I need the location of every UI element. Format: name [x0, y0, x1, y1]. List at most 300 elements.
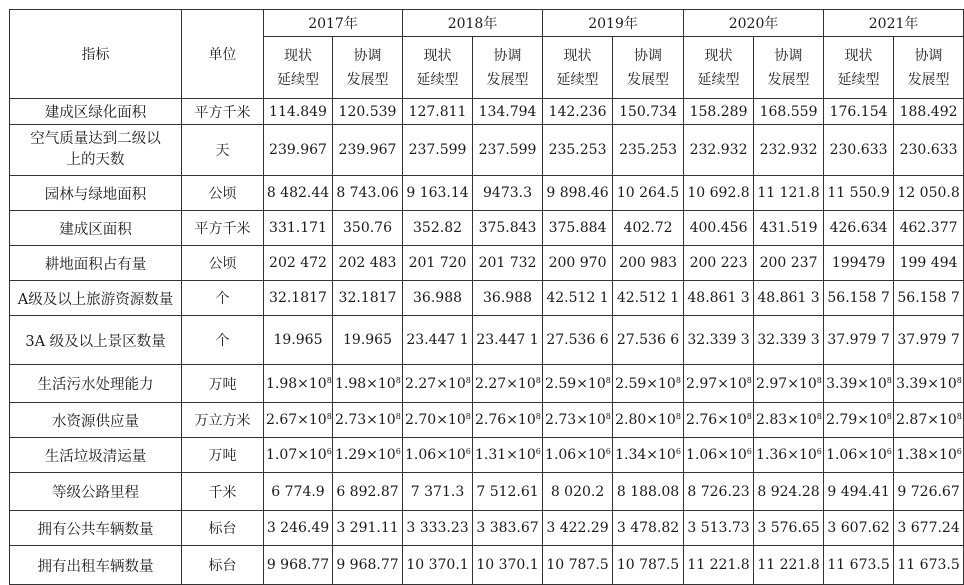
value-cell — [824, 125, 894, 176]
value-text: 2.59×10 — [545, 375, 606, 392]
value-text: 375.884 — [548, 220, 607, 236]
value-text: 1.34×10 — [615, 447, 676, 463]
indicator-name-cell: 建成区面积 — [10, 211, 182, 246]
value-cell — [403, 125, 473, 176]
value-text: 1.07×10 — [266, 447, 327, 463]
value-text: 200 237 — [759, 255, 818, 271]
value-text: 331.171 — [269, 220, 327, 236]
value-cell — [824, 438, 894, 473]
value-text: 2.97×10 — [686, 375, 747, 392]
value-text: 23.447 1 — [406, 332, 469, 348]
value-cell — [754, 473, 824, 511]
value-cell — [543, 99, 613, 125]
value-cell — [684, 316, 754, 365]
value-cell — [403, 511, 473, 546]
value-cell — [684, 511, 754, 546]
value-cell — [543, 438, 613, 473]
value-text: 2.67×10 — [266, 412, 327, 428]
value-exponent: 6 — [605, 447, 611, 456]
value-cell — [403, 211, 473, 246]
value-cell — [264, 125, 333, 176]
value-text: 188.492 — [899, 103, 958, 120]
header-scenario-line: 延续型 — [416, 71, 459, 88]
header-scenario-coordinated — [894, 37, 964, 99]
table-row — [10, 365, 964, 403]
header-scenario-line: 发展型 — [627, 71, 670, 88]
value-text: 235.253 — [619, 142, 677, 158]
indicator-name-cell: 生活垃圾清运量 — [10, 438, 182, 473]
value-text: 36.988 — [483, 290, 533, 306]
value-cell — [754, 438, 824, 473]
value-cell — [403, 176, 473, 211]
value-cell — [684, 176, 754, 211]
header-scenario-status-quo — [543, 37, 613, 99]
table-row — [10, 281, 964, 316]
header-scenario-line: 协调 — [914, 47, 943, 64]
value-text: 120.539 — [338, 103, 397, 120]
value-cell — [754, 176, 824, 211]
value-text: 150.734 — [619, 103, 677, 120]
value-cell — [824, 365, 894, 403]
value-text: 10 370.1 — [476, 557, 539, 573]
value-text: 56.158 7 — [827, 290, 890, 306]
value-text: 1.29×10 — [335, 447, 396, 463]
value-text: 19.965 — [273, 332, 323, 348]
value-text: 200 983 — [619, 255, 677, 271]
value-cell — [473, 511, 543, 546]
value-exponent: 8 — [605, 375, 611, 385]
value-exponent: 8 — [816, 412, 822, 421]
indicator-name-cell: 耕地面积占有量 — [10, 246, 182, 281]
value-cell — [473, 246, 543, 281]
header-scenario-line: 延续型 — [277, 71, 319, 88]
value-cell — [754, 125, 824, 176]
value-text: 158.289 — [689, 103, 748, 120]
header-year: 2019年 — [543, 10, 684, 37]
table-row — [10, 125, 964, 176]
header-scenario-line: 延续型 — [837, 71, 880, 88]
value-text: 1.06×10 — [545, 447, 606, 463]
value-text: 230.633 — [899, 142, 958, 158]
value-cell — [894, 365, 964, 403]
value-text: 1.06×10 — [686, 447, 747, 463]
value-text: 10 787.5 — [616, 557, 680, 573]
value-text: 199479 — [831, 255, 886, 271]
header-scenario-line: 协调 — [774, 47, 803, 64]
value-text: 3 383.67 — [476, 520, 539, 536]
value-cell — [754, 316, 824, 365]
table-row — [10, 316, 964, 365]
value-exponent: 8 — [956, 375, 962, 385]
value-exponent: 8 — [675, 375, 681, 385]
value-cell — [824, 473, 894, 511]
value-text: 32.339 3 — [757, 332, 820, 348]
value-text: 8 743.06 — [336, 185, 399, 201]
value-cell — [894, 281, 964, 316]
header-scenario-status-quo — [264, 37, 333, 99]
value-exponent: 8 — [675, 412, 681, 421]
value-text: 200 970 — [548, 255, 607, 271]
table-header — [10, 10, 964, 99]
value-text: 9 726.67 — [897, 483, 960, 500]
value-cell — [403, 99, 473, 125]
value-cell — [264, 438, 333, 473]
value-exponent: 8 — [535, 412, 541, 421]
value-text: 127.811 — [408, 103, 467, 120]
value-exponent: 6 — [816, 447, 822, 456]
value-cell — [754, 403, 824, 438]
value-text: 2.79×10 — [826, 412, 887, 428]
indicator-name-cell: 拥有出租车辆数量 — [10, 546, 182, 585]
header-scenario-coordinated — [613, 37, 684, 99]
value-text: 9 968.77 — [336, 557, 399, 573]
value-text: 232.932 — [759, 142, 818, 158]
value-cell — [473, 316, 543, 365]
value-cell — [333, 281, 403, 316]
value-text: 32.339 3 — [687, 332, 750, 348]
value-cell — [473, 211, 543, 246]
value-text: 202 483 — [338, 255, 397, 271]
value-cell — [613, 365, 684, 403]
value-exponent: 8 — [465, 412, 471, 421]
value-cell — [543, 281, 613, 316]
value-text: 2.97×10 — [756, 375, 817, 392]
value-cell — [824, 99, 894, 125]
value-text: 19.965 — [343, 332, 392, 348]
value-exponent: 8 — [746, 412, 752, 421]
value-exponent: 8 — [746, 375, 752, 385]
value-cell — [824, 403, 894, 438]
value-exponent: 8 — [816, 375, 822, 385]
value-cell — [824, 176, 894, 211]
value-text: 2.27×10 — [405, 375, 466, 392]
value-cell — [824, 211, 894, 246]
value-cell — [403, 438, 473, 473]
header-scenario-line: 现状 — [423, 47, 452, 64]
value-text: 400.456 — [689, 220, 748, 236]
value-cell — [754, 211, 824, 246]
table-row — [10, 211, 964, 246]
value-text: 42.512 1 — [546, 290, 609, 306]
unit-cell: 标台 — [182, 511, 264, 546]
value-cell — [333, 473, 403, 511]
header-indicator: 指标 — [10, 10, 182, 99]
header-scenario-line: 发展型 — [767, 71, 810, 88]
value-cell — [473, 546, 543, 585]
header-scenario-coordinated — [473, 37, 543, 99]
header-year: 2018年 — [403, 10, 543, 37]
value-exponent: 8 — [886, 412, 892, 421]
value-cell — [333, 99, 403, 125]
header-scenario-line: 现状 — [704, 47, 733, 64]
value-text: 11 673.5 — [897, 557, 960, 573]
value-text: 352.82 — [413, 220, 463, 236]
value-text: 32.1817 — [269, 290, 327, 306]
value-text: 56.158 7 — [897, 290, 960, 306]
indicator-name-cell: 生活污水处理能力 — [10, 365, 182, 403]
value-text: 9 968.77 — [266, 557, 330, 573]
value-cell — [543, 473, 613, 511]
value-text: 3 478.82 — [616, 520, 680, 536]
value-text: 9 898.46 — [546, 185, 609, 201]
unit-cell: 公顷 — [182, 176, 264, 211]
value-text: 2.73×10 — [335, 412, 396, 428]
value-cell — [333, 365, 403, 403]
value-cell — [613, 438, 684, 473]
unit-cell: 万立方米 — [182, 403, 264, 438]
value-exponent: 8 — [395, 375, 401, 385]
value-cell — [824, 246, 894, 281]
unit-cell: 平方千米 — [182, 211, 264, 246]
value-exponent: 6 — [675, 447, 681, 456]
value-text: 10 264.5 — [616, 185, 680, 201]
header-scenario-line: 延续型 — [697, 71, 740, 88]
value-text: 402.72 — [623, 220, 673, 236]
value-text: 199 494 — [899, 255, 958, 271]
value-cell — [894, 511, 964, 546]
value-text: 2.59×10 — [615, 375, 676, 392]
value-cell — [613, 316, 684, 365]
value-text: 1.38×10 — [896, 447, 957, 463]
value-cell — [613, 546, 684, 585]
value-cell — [543, 246, 613, 281]
header-scenario-line: 延续型 — [556, 71, 599, 88]
value-cell — [684, 365, 754, 403]
indicator-name-cell: 水资源供应量 — [10, 403, 182, 438]
value-cell — [403, 473, 473, 511]
value-cell — [543, 511, 613, 546]
value-text: 48.861 3 — [757, 290, 820, 306]
value-cell — [264, 473, 333, 511]
value-cell — [403, 546, 473, 585]
value-text: 10 692.8 — [687, 185, 750, 201]
value-exponent: 8 — [326, 412, 332, 421]
value-cell — [333, 438, 403, 473]
value-text: 8 020.2 — [550, 483, 605, 500]
value-cell — [473, 125, 543, 176]
value-text: 462.377 — [899, 220, 958, 236]
value-text: 1.06×10 — [405, 447, 466, 463]
header-scenario-status-quo — [684, 37, 754, 99]
value-cell — [754, 365, 824, 403]
header-year: 2020年 — [684, 10, 824, 37]
value-cell — [403, 403, 473, 438]
value-text: 3 576.65 — [757, 520, 820, 536]
value-exponent: 6 — [535, 447, 541, 456]
unit-cell: 标台 — [182, 546, 264, 585]
header-scenario-coordinated — [754, 37, 824, 99]
value-text: 37.979 7 — [897, 332, 960, 348]
value-cell — [894, 473, 964, 511]
value-cell — [894, 403, 964, 438]
table-row — [10, 473, 964, 511]
value-text: 2.73×10 — [545, 412, 606, 428]
value-text: 239.967 — [269, 142, 327, 158]
value-cell — [264, 546, 333, 585]
value-text: 27.536 6 — [546, 332, 609, 348]
value-cell — [684, 403, 754, 438]
value-cell — [264, 316, 333, 365]
value-cell — [403, 281, 473, 316]
value-text: 11 221.8 — [687, 557, 750, 573]
value-exponent: 8 — [886, 375, 892, 385]
value-cell — [403, 316, 473, 365]
value-text: 2.27×10 — [475, 375, 536, 392]
value-cell — [333, 316, 403, 365]
value-text: 10 787.5 — [546, 557, 609, 573]
value-text: 1.98×10 — [335, 375, 396, 392]
value-exponent: 8 — [395, 412, 401, 421]
value-text: 9 163.14 — [406, 185, 469, 201]
value-text: 3 246.49 — [266, 520, 330, 536]
value-text: 8 188.08 — [616, 483, 680, 500]
value-cell — [894, 316, 964, 365]
value-text: 176.154 — [829, 103, 888, 120]
value-cell — [333, 546, 403, 585]
value-text: 3.39×10 — [896, 375, 957, 392]
value-exponent: 8 — [535, 375, 541, 385]
value-exponent: 6 — [886, 447, 892, 456]
value-text: 9 494.41 — [827, 483, 890, 500]
header-scenario-line: 发展型 — [486, 71, 529, 88]
indicator-table — [9, 9, 964, 585]
value-text: 426.634 — [829, 220, 888, 236]
header-scenario-coordinated — [333, 37, 403, 99]
value-text: 3 513.73 — [687, 520, 750, 536]
header-year: 2017年 — [264, 10, 403, 37]
value-cell — [473, 473, 543, 511]
value-cell — [894, 99, 964, 125]
value-text: 1.98×10 — [266, 375, 327, 392]
value-text: 1.31×10 — [475, 447, 536, 463]
value-text: 235.253 — [548, 142, 607, 158]
indicator-name-cell: 空气质量达到二级以上的天数 — [10, 125, 182, 176]
value-cell — [403, 246, 473, 281]
value-exponent: 8 — [326, 375, 332, 385]
value-cell — [264, 403, 333, 438]
value-text: 134.794 — [478, 103, 537, 120]
value-cell — [684, 246, 754, 281]
value-text: 375.843 — [478, 220, 537, 236]
value-cell — [473, 365, 543, 403]
header-scenario-line: 发展型 — [346, 71, 389, 88]
header-scenario-line: 协调 — [353, 47, 382, 64]
unit-cell: 万吨 — [182, 438, 264, 473]
value-cell — [543, 211, 613, 246]
value-text: 3 607.62 — [827, 520, 890, 536]
value-text: 32.1817 — [338, 290, 397, 306]
value-cell — [333, 125, 403, 176]
table-row — [10, 403, 964, 438]
table-row — [10, 176, 964, 211]
value-cell — [473, 176, 543, 211]
value-cell — [684, 125, 754, 176]
unit-cell: 天 — [182, 125, 264, 176]
value-text: 2.76×10 — [475, 412, 536, 428]
value-text: 114.849 — [269, 103, 327, 120]
value-text: 3 422.29 — [546, 520, 609, 536]
value-cell — [333, 511, 403, 546]
unit-cell: 万吨 — [182, 365, 264, 403]
value-text: 2.83×10 — [756, 412, 817, 428]
unit-cell: 平方千米 — [182, 99, 264, 125]
value-text: 11 221.8 — [757, 557, 820, 573]
value-cell — [613, 99, 684, 125]
value-cell — [684, 211, 754, 246]
value-exponent: 8 — [956, 412, 962, 421]
value-text: 8 924.28 — [757, 483, 820, 500]
value-cell — [824, 546, 894, 585]
value-exponent: 6 — [746, 447, 752, 456]
value-cell — [473, 99, 543, 125]
value-cell — [754, 546, 824, 585]
value-cell — [473, 281, 543, 316]
value-cell — [894, 176, 964, 211]
value-cell — [543, 176, 613, 211]
unit-cell: 千米 — [182, 473, 264, 511]
value-cell — [613, 281, 684, 316]
value-exponent: 6 — [326, 447, 332, 456]
value-cell — [824, 316, 894, 365]
value-text: 168.559 — [759, 103, 818, 120]
value-cell — [754, 511, 824, 546]
header-scenario-line: 现状 — [284, 47, 312, 64]
value-text: 11 121.8 — [757, 185, 820, 201]
value-text: 232.932 — [689, 142, 748, 158]
value-text: 237.599 — [408, 142, 467, 158]
value-cell — [613, 473, 684, 511]
indicator-name-cell: A级及以上旅游资源数量 — [10, 281, 182, 316]
value-text: 1.36×10 — [756, 447, 817, 463]
value-text: 42.512 1 — [616, 290, 680, 306]
value-text: 350.76 — [343, 220, 392, 236]
value-cell — [613, 125, 684, 176]
value-cell — [264, 365, 333, 403]
table-row — [10, 438, 964, 473]
value-text: 431.519 — [759, 220, 818, 236]
value-text: 2.70×10 — [405, 412, 466, 428]
value-cell — [403, 365, 473, 403]
value-cell — [613, 211, 684, 246]
value-text: 7 512.61 — [476, 483, 539, 500]
indicator-name-cell: 建成区绿化面积 — [10, 99, 182, 125]
indicator-name-cell: 3A 级及以上景区数量 — [10, 316, 182, 365]
value-cell — [264, 281, 333, 316]
value-cell — [264, 176, 333, 211]
value-text: 200 223 — [689, 255, 748, 271]
value-text: 10 370.1 — [406, 557, 469, 573]
indicator-name-cell: 拥有公共车辆数量 — [10, 511, 182, 546]
table-row — [10, 546, 964, 585]
value-cell — [754, 99, 824, 125]
header-scenario-status-quo — [824, 37, 894, 99]
value-text: 8 482.44 — [266, 185, 330, 201]
value-text: 11 550.9 — [827, 185, 890, 201]
value-cell — [333, 211, 403, 246]
value-cell — [894, 438, 964, 473]
value-cell — [473, 403, 543, 438]
value-text: 239.967 — [338, 142, 397, 158]
table-row — [10, 511, 964, 546]
value-text: 142.236 — [548, 103, 607, 120]
value-text: 12 050.8 — [897, 185, 960, 201]
value-text: 6 892.87 — [336, 483, 399, 500]
header-scenario-line: 现状 — [563, 47, 592, 64]
unit-cell: 个 — [182, 316, 264, 365]
value-text: 3 677.24 — [897, 520, 960, 536]
value-text: 201 720 — [408, 255, 467, 271]
value-text: 201 732 — [478, 255, 537, 271]
